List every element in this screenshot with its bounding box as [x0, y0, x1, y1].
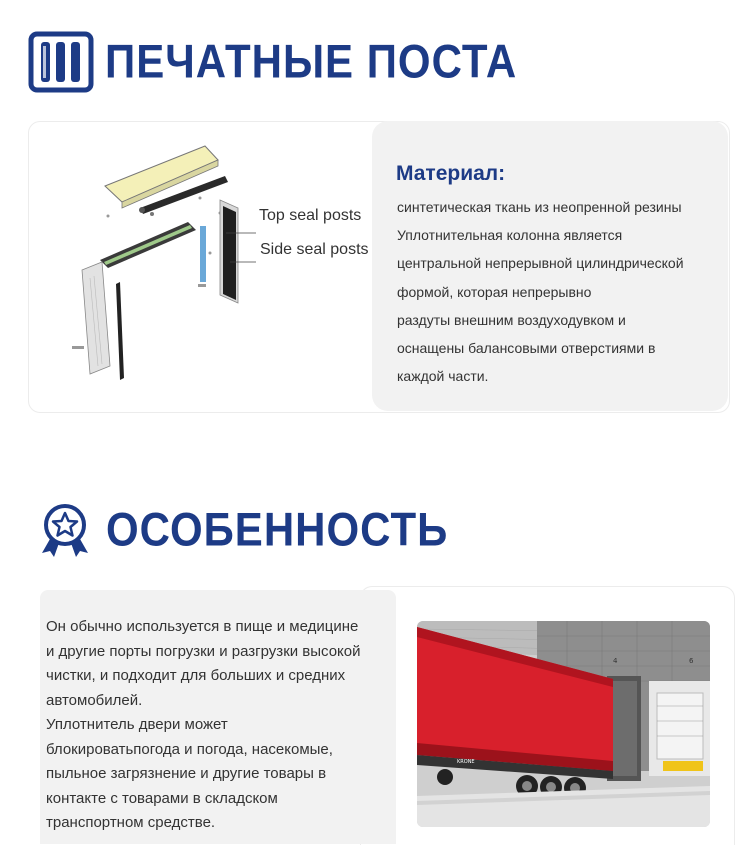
features-description	[46, 615, 391, 836]
feature-line: Уплотнитель двери может	[46, 716, 228, 733]
star-badge-icon	[36, 501, 94, 559]
material-description	[397, 193, 717, 390]
truck-brand-label: KRONE	[457, 759, 475, 765]
feature-line: чистки, и подходит для больших и средних	[46, 667, 346, 684]
section-title-text: ОСОБЕННОСТЬ	[106, 503, 449, 556]
feature-line: блокироватьпогода и погода, насекомые,	[46, 740, 333, 758]
feature-line: Он обычно используется в пище и медицине	[46, 618, 359, 635]
section-title-posts	[27, 30, 517, 94]
dock-number-6: 6	[689, 657, 694, 665]
feature-line: контакте с товарами в складском	[46, 789, 278, 807]
material-line: центральной непрерывной цилиндрической	[397, 255, 684, 272]
feature-line: пыльное загрязнение и другие товары в	[46, 765, 327, 782]
material-line: формой, которая непрерывно	[397, 283, 592, 300]
feature-line: и другие порты погрузки и разгрузки высокой	[46, 642, 361, 660]
section-title-features	[36, 500, 448, 560]
door-posts-icon	[27, 30, 95, 94]
material-line: каждой части.	[397, 368, 489, 385]
material-line: оснащены балансовыми отверстиями в	[397, 340, 656, 357]
seal-posts-diagram	[60, 138, 370, 388]
material-line: синтетическая ткань из неопренной резины	[397, 199, 682, 215]
material-heading: Материал:	[396, 162, 506, 185]
dock-number-4: 4	[613, 657, 618, 665]
feature-line: транспортном средстве.	[46, 814, 216, 831]
section-title-text: ПЕЧАТНЫЕ ПОСТА	[105, 35, 518, 88]
truck-dock-photo	[417, 621, 710, 827]
material-line: раздуты внешним воздуходувком и	[397, 311, 626, 328]
callout-side-seal-posts: Side seal posts	[260, 241, 369, 258]
feature-line: автомобилей.	[46, 691, 143, 709]
material-line: Уплотнительная колонна является	[397, 227, 623, 244]
callout-top-seal-posts: Top seal posts	[259, 207, 362, 224]
